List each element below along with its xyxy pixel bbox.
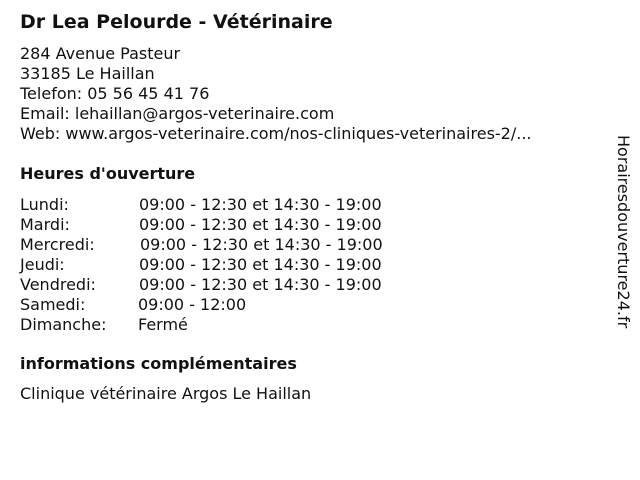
hours-time: 09:00 - 12:30 et 14:30 - 19:00: [139, 215, 382, 234]
email-address: Email: lehaillan@argos-veterinaire.com: [20, 104, 335, 123]
additional-info-heading: informations complémentaires: [20, 354, 297, 373]
hours-day: Lundi:: [20, 195, 69, 214]
hours-time: 09:00 - 12:30 et 14:30 - 19:00: [140, 235, 383, 254]
hours-day: Samedi:: [20, 295, 86, 314]
address-block: [20, 44, 532, 144]
hours-time: 09:00 - 12:30 et 14:30 - 19:00: [139, 275, 382, 294]
additional-info-text: Clinique vétérinaire Argos Le Haillan: [20, 384, 312, 403]
address-city: 33185 Le Haillan: [20, 64, 155, 83]
hours-time: 09:00 - 12:00: [138, 295, 247, 314]
website-link: Web: www.argos-veterinaire.com/nos-cliniques-veterinaires-2/...: [20, 124, 532, 143]
hours-day: Dimanche:: [20, 315, 107, 334]
hours-day: Mardi:: [20, 215, 70, 234]
hours-day: Mercredi:: [20, 235, 95, 254]
hours-time: Fermé: [138, 315, 188, 334]
page-title: Dr Lea Pelourde - Vétérinaire: [20, 11, 333, 33]
hours-day: Vendredi:: [20, 275, 96, 294]
site-watermark: Horairesdouverture24.fr: [614, 135, 633, 329]
address-street: 284 Avenue Pasteur: [20, 44, 181, 63]
hours-time: 09:00 - 12:30 et 14:30 - 19:00: [139, 255, 382, 274]
hours-day: Jeudi:: [20, 255, 65, 274]
opening-hours-heading: Heures d'ouverture: [20, 164, 196, 183]
hours-time: 09:00 - 12:30 et 14:30 - 19:00: [139, 195, 382, 214]
phone-number: Telefon: 05 56 45 41 76: [20, 84, 210, 103]
